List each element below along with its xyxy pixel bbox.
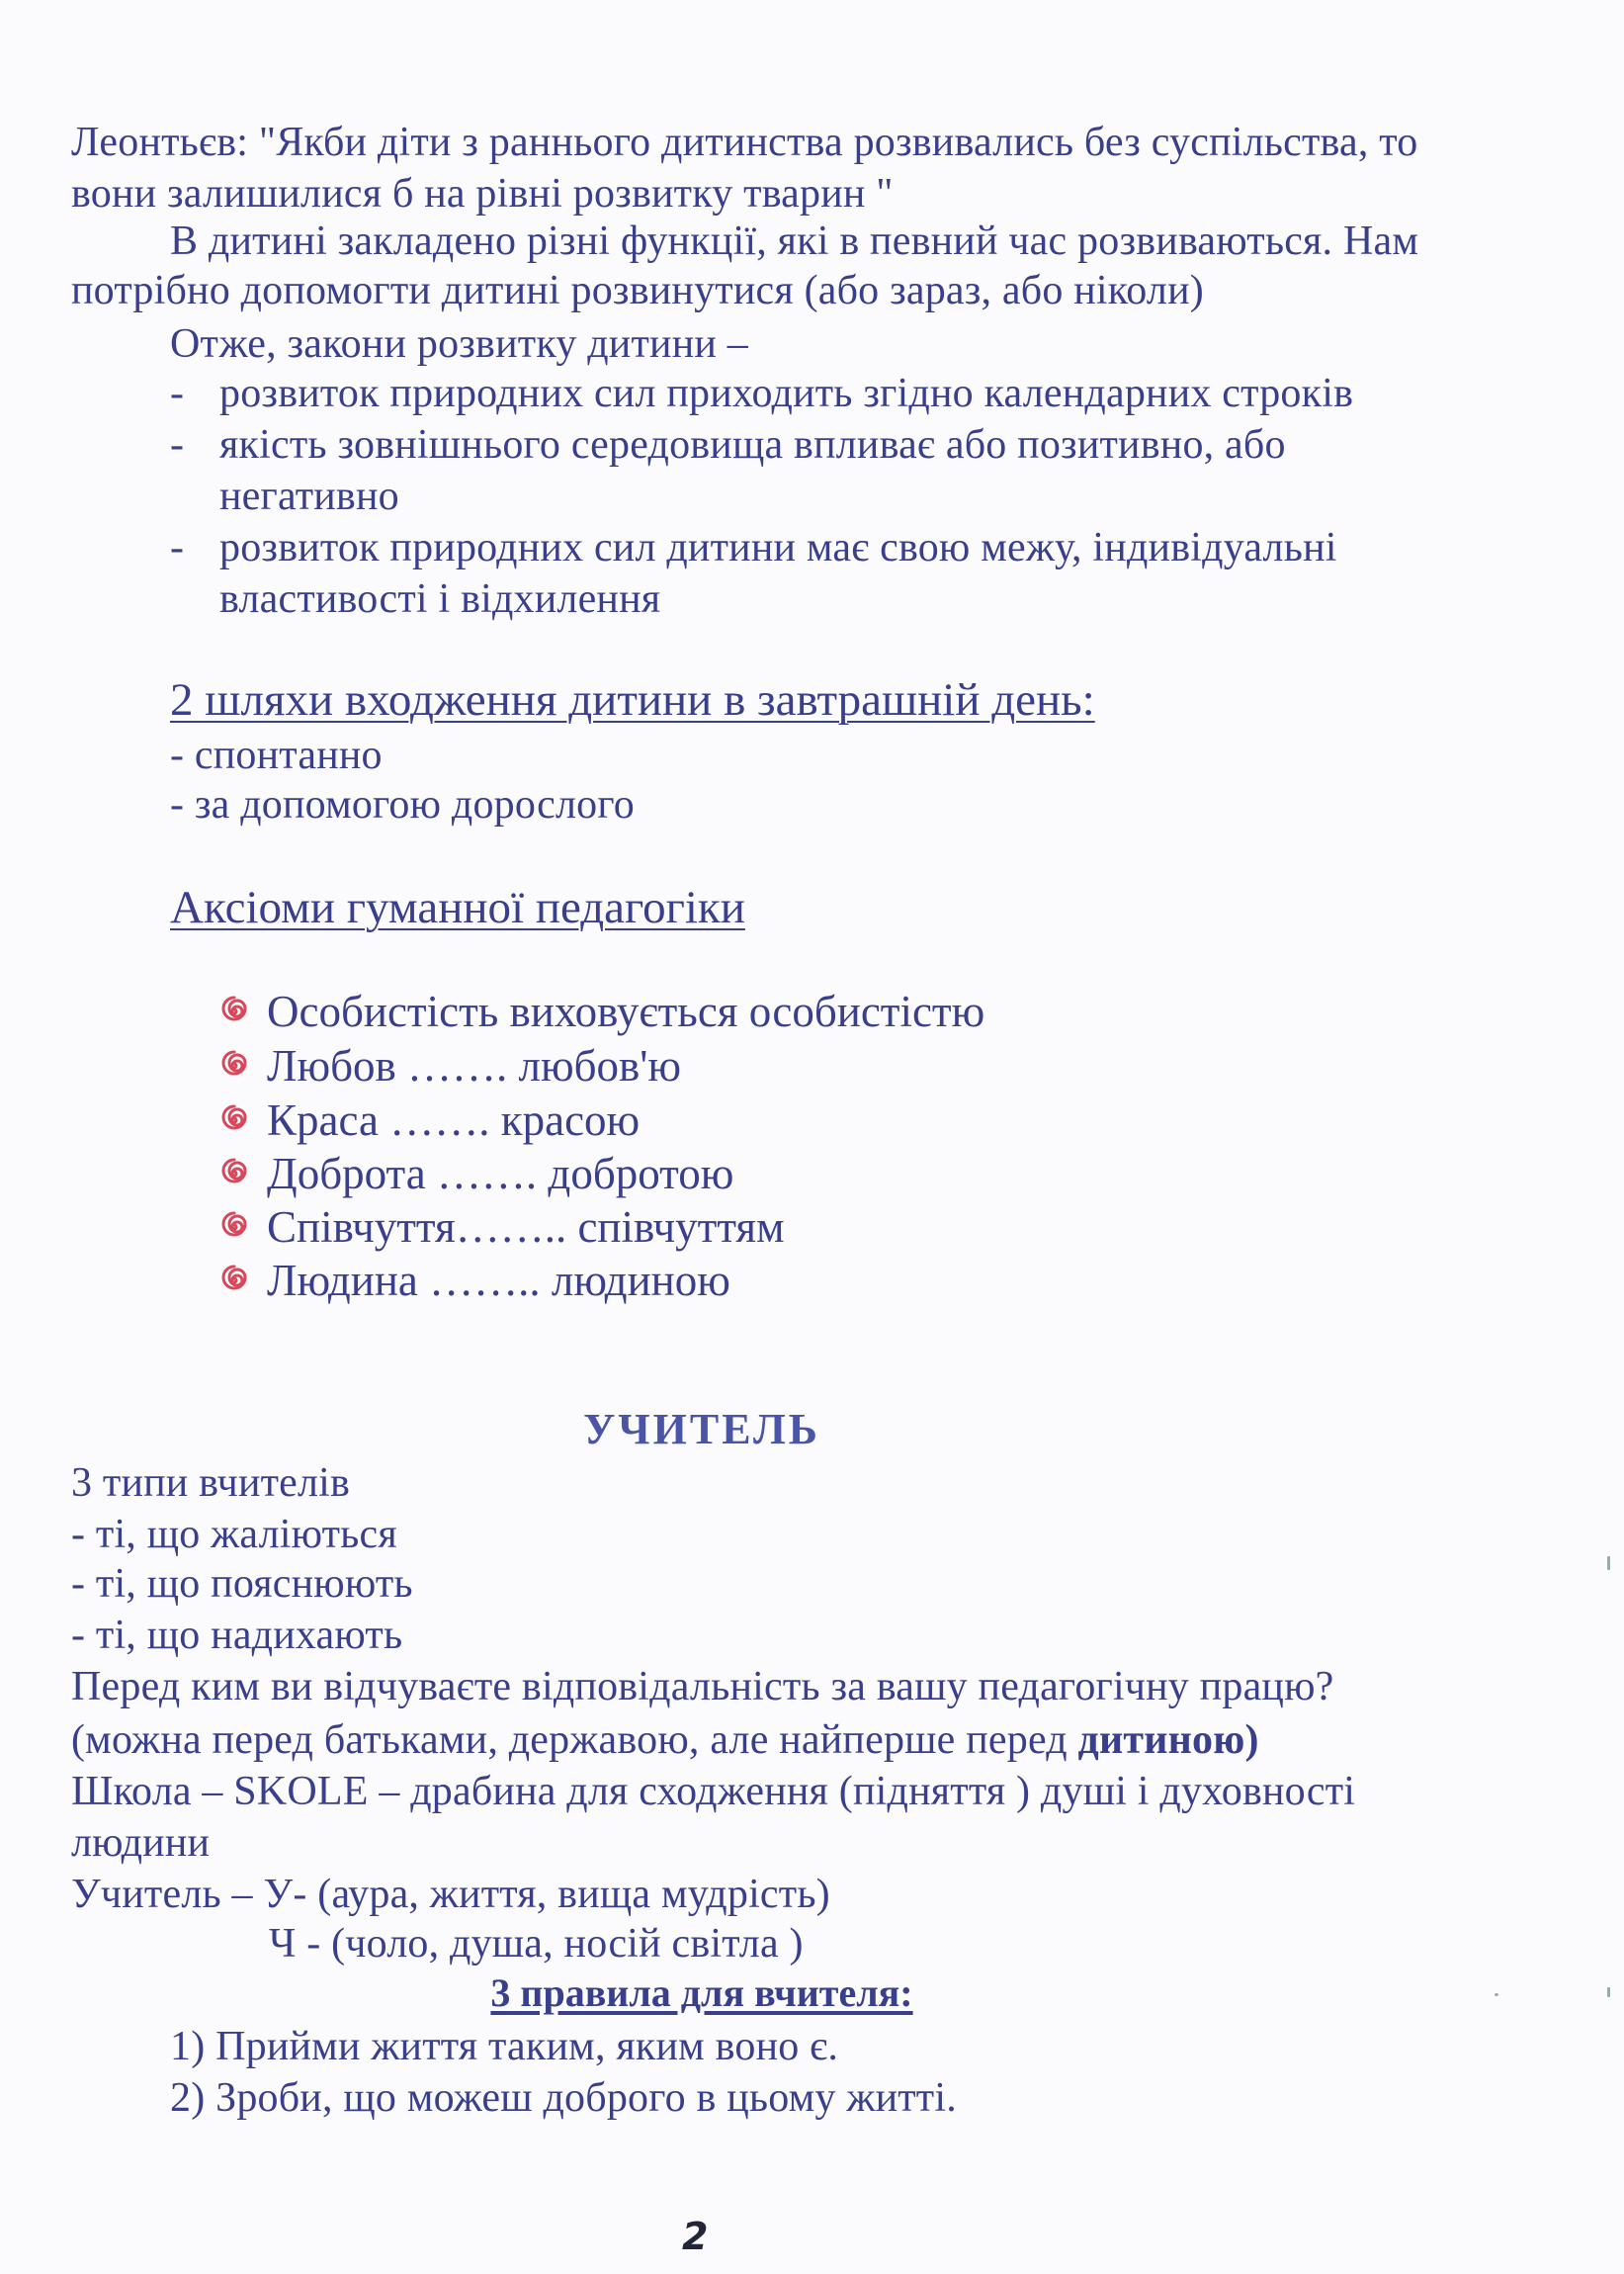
axioms-heading: Аксіоми гуманної педагогіки <box>170 882 745 933</box>
red-spiral-icon <box>217 1103 251 1137</box>
axiom-text: Співчуття…….. співчуттям <box>267 1202 785 1252</box>
teacher-u-meaning: Учитель – У- (аура, життя, вища мудрість) <box>71 1872 830 1917</box>
axiom-item <box>217 1200 785 1254</box>
law-3-line-a: розвиток природних сил дитини має свою межу, індивідуальні <box>219 525 1337 570</box>
law-3-line-b: властивості і відхилення <box>219 576 661 622</box>
intro-line-3: В дитині закладено різні функції, які в певний час розвиваються. Нам <box>170 219 1419 264</box>
paths-item-1: - спонтанно <box>170 733 383 778</box>
school-definition-a: Школа – SKOLE – драбина для сходження (підняття ) душі і духовності <box>71 1769 1356 1814</box>
intro-line-2: вони залишилися б на рівні розвитку тварин " <box>71 171 894 217</box>
red-spiral-icon <box>217 1157 251 1190</box>
axiom-text: Краса ……. красою <box>267 1095 641 1145</box>
axiom-item <box>217 1147 733 1200</box>
axiom-item <box>217 1093 640 1147</box>
answer-emphasis: дитиною) <box>1077 1717 1259 1763</box>
red-spiral-icon <box>217 1264 251 1297</box>
red-spiral-icon <box>217 1210 251 1244</box>
axiom-text: Доброта ……. добротою <box>267 1149 734 1198</box>
axiom-item <box>217 1039 681 1093</box>
law-2-line-a: якість зовнішнього середовища впливає або позитивно, або <box>219 422 1286 468</box>
law-1: розвиток природних сил приходить згідно календарних строків <box>219 371 1354 416</box>
teacher-type-2: - ті, що пояснюють <box>71 1561 413 1607</box>
teacher-types-title: 3 типи вчителів <box>71 1460 351 1506</box>
intro-line-4: потрібно допомогти дитині розвинутися (або зараз, або ніколи) <box>71 268 1204 313</box>
red-spiral-icon <box>217 1049 251 1083</box>
paths-heading: 2 шляхи входження дитини в завтрашній день: <box>170 674 1095 726</box>
axiom-text: Людина …….. людиною <box>267 1256 730 1305</box>
answer-prefix: (можна перед батьками, державою, але найперше перед <box>71 1717 1078 1763</box>
axiom-item <box>217 1254 730 1307</box>
teacher-ch-meaning: Ч - (чоло, душа, носій світла ) <box>269 1921 804 1967</box>
law-1-dash: - <box>170 371 185 416</box>
page-number: 2 <box>682 2215 709 2258</box>
teacher-title: УЧИТЕЛЬ <box>583 1405 820 1453</box>
paths-item-2: - за допомогою дорослого <box>170 782 635 828</box>
axiom-item <box>217 985 984 1038</box>
school-definition-b: людини <box>71 1820 211 1866</box>
rules-title: 3 правила для вчителя: <box>490 1970 913 2015</box>
responsibility-question: Перед ким ви відчуваєте відповідальність за вашу педагогічну працю? <box>71 1664 1334 1709</box>
rule-2: 2) Зроби, що можеш доброго в цьому житті. <box>170 2075 957 2121</box>
teacher-type-3: - ті, що надихають <box>71 1613 403 1658</box>
law-2-dash: - <box>170 422 185 468</box>
responsibility-answer <box>71 1714 1259 1766</box>
axiom-text: Особистість виховується особистістю <box>267 987 985 1036</box>
law-3-dash: - <box>170 525 185 570</box>
red-spiral-icon <box>217 995 251 1028</box>
rule-1: 1) Прийми життя таким, яким воно є. <box>170 2024 839 2069</box>
law-2-line-b: негативно <box>219 474 399 519</box>
teacher-type-1: - ті, що жаліються <box>71 1512 397 1557</box>
intro-line-1: Леонтьєв: "Якби діти з раннього дитинства розвивались без суспільства, то <box>71 120 1418 165</box>
laws-title: Отже, закони розвитку дитини – <box>170 321 748 367</box>
axiom-text: Любов ……. любов'ю <box>267 1041 681 1091</box>
